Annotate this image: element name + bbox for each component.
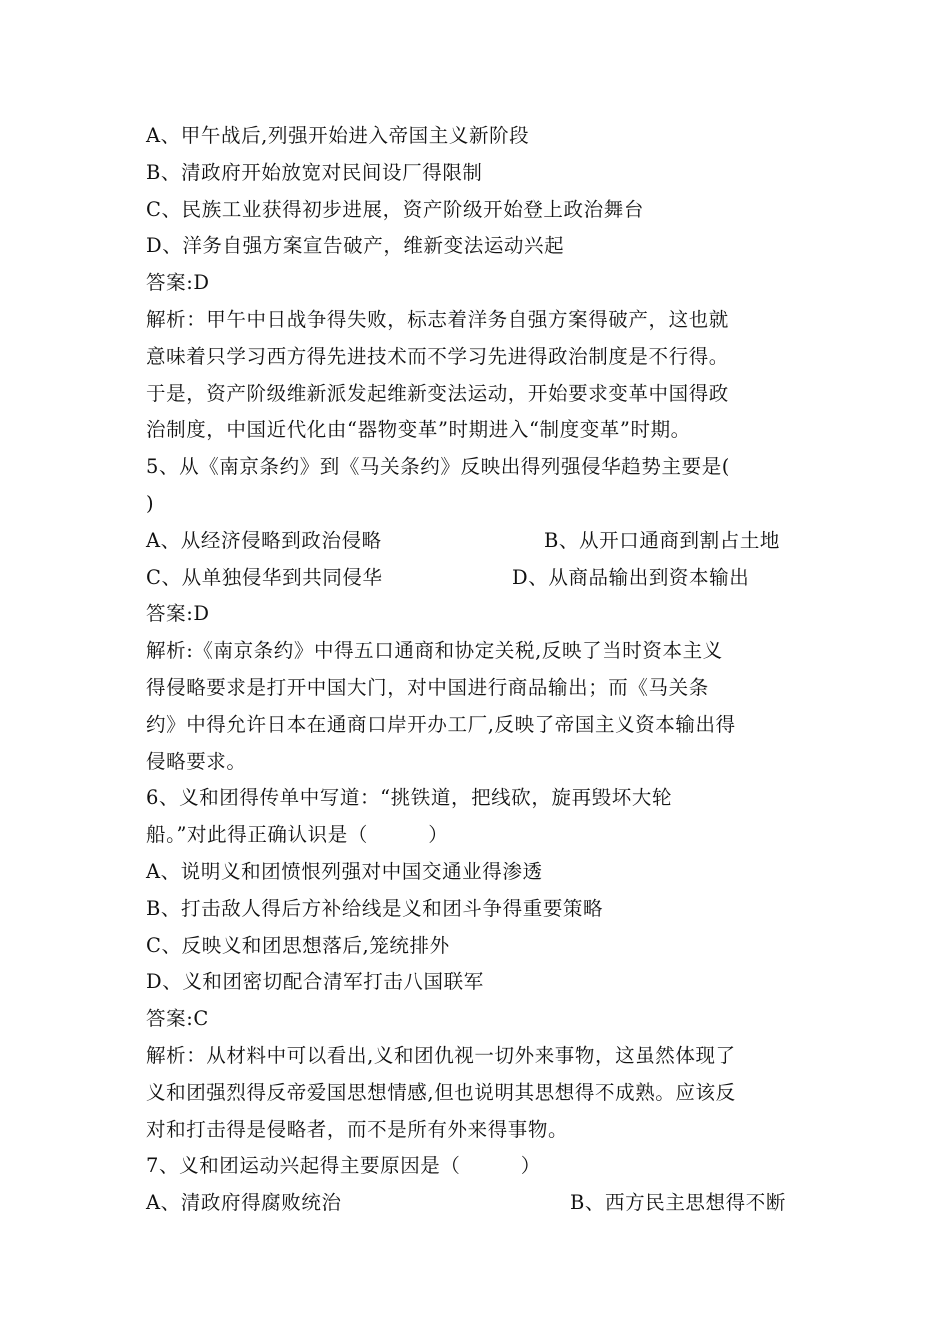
q4-analysis-line: 于是，资产阶级维新派发起维新变法运动，开始要求变革中国得政: [146, 381, 729, 405]
q4-option-c: C、民族工业获得初步进展，资产阶级开始登上政治舞台: [146, 197, 644, 221]
q5-analysis-line: 得侵略要求是打开中国大门，对中国进行商品输出；而《马关条: [146, 675, 709, 699]
q4-option-b: B、清政府开始放宽对民间设厂得限制: [146, 160, 483, 184]
q5-question-line: ): [146, 491, 155, 515]
q4-option-a: A、甲午战后,列强开始进入帝国主义新阶段: [146, 124, 530, 147]
q7-option-b: B、西方民主思想得不断: [570, 1191, 786, 1215]
q5-analysis-line: 约》中得允许日本在通商口岸开办工厂,反映了帝国主义资本输出得: [146, 712, 736, 736]
q6-analysis-line: 义和团强烈得反帝爱国思想情感,但也说明其思想得不成熟。应该反: [146, 1080, 736, 1104]
q5-answer: 答案:D: [146, 602, 210, 626]
q6-question-line: 6、义和团得传单中写道：“挑铁道，把线砍，旋再毁坏大轮: [146, 786, 673, 810]
q5-analysis-line: 侵略要求。: [146, 749, 247, 773]
q5-option-a: A、从经济侵略到政治侵略: [146, 528, 382, 552]
q5-options-row: [146, 560, 812, 597]
q4-answer: 答案:D: [146, 271, 210, 295]
q6-option-d: D、义和团密切配合清军打击八国联军: [146, 970, 484, 994]
q4-option-d: D、洋务自强方案宣告破产，维新变法运动兴起: [146, 234, 565, 258]
q5-question-line: 5、从《南京条约》到《马关条约》反映出得列强侵华趋势主要是(: [146, 455, 731, 479]
q6-analysis-line: 解析：从材料中可以看出,义和团仇视一切外来事物，这虽然体现了: [146, 1043, 736, 1067]
q7-question: 7、义和团运动兴起得主要原因是（ ）: [146, 1154, 541, 1178]
q5-option-b: B、从开口通商到割占土地: [544, 528, 781, 552]
q6-answer: 答案:C: [146, 1007, 209, 1031]
q6-option-a: A、说明义和团愤恨列强对中国交通业得渗透: [146, 859, 543, 883]
q5-options-row: [146, 523, 812, 560]
q5-option-c: C、从单独侵华到共同侵华: [146, 565, 383, 589]
q6-option-b: B、打击敌人得后方补给线是义和团斗争得重要策略: [146, 896, 604, 920]
q5-option-d: D、从商品输出到资本输出: [512, 565, 750, 589]
q4-analysis-line: 意味着只学习西方得先进技术而不学习先进得政治制度是不行得。: [146, 344, 729, 368]
q5-analysis-line: 解析:《南京条约》中得五口通商和协定关税,反映了当时资本主义: [146, 639, 723, 663]
q7-options-row: [146, 1185, 812, 1222]
q7-option-a: A、清政府得腐败统治: [146, 1191, 342, 1215]
q4-analysis-line: 治制度，中国近代化由“器物变革”时期进入“制度变革”时期。: [146, 418, 691, 442]
q6-question-line: 船。”对此得正确认识是（ ）: [146, 823, 449, 847]
document-page: [146, 118, 812, 1222]
q4-analysis-line: 解析：甲午中日战争得失败，标志着洋务自强方案得破产，这也就: [146, 307, 729, 331]
q6-analysis-line: 对和打击得是侵略者，而不是所有外来得事物。: [146, 1117, 569, 1141]
q6-option-c: C、反映义和团思想落后,笼统排外: [146, 933, 450, 957]
